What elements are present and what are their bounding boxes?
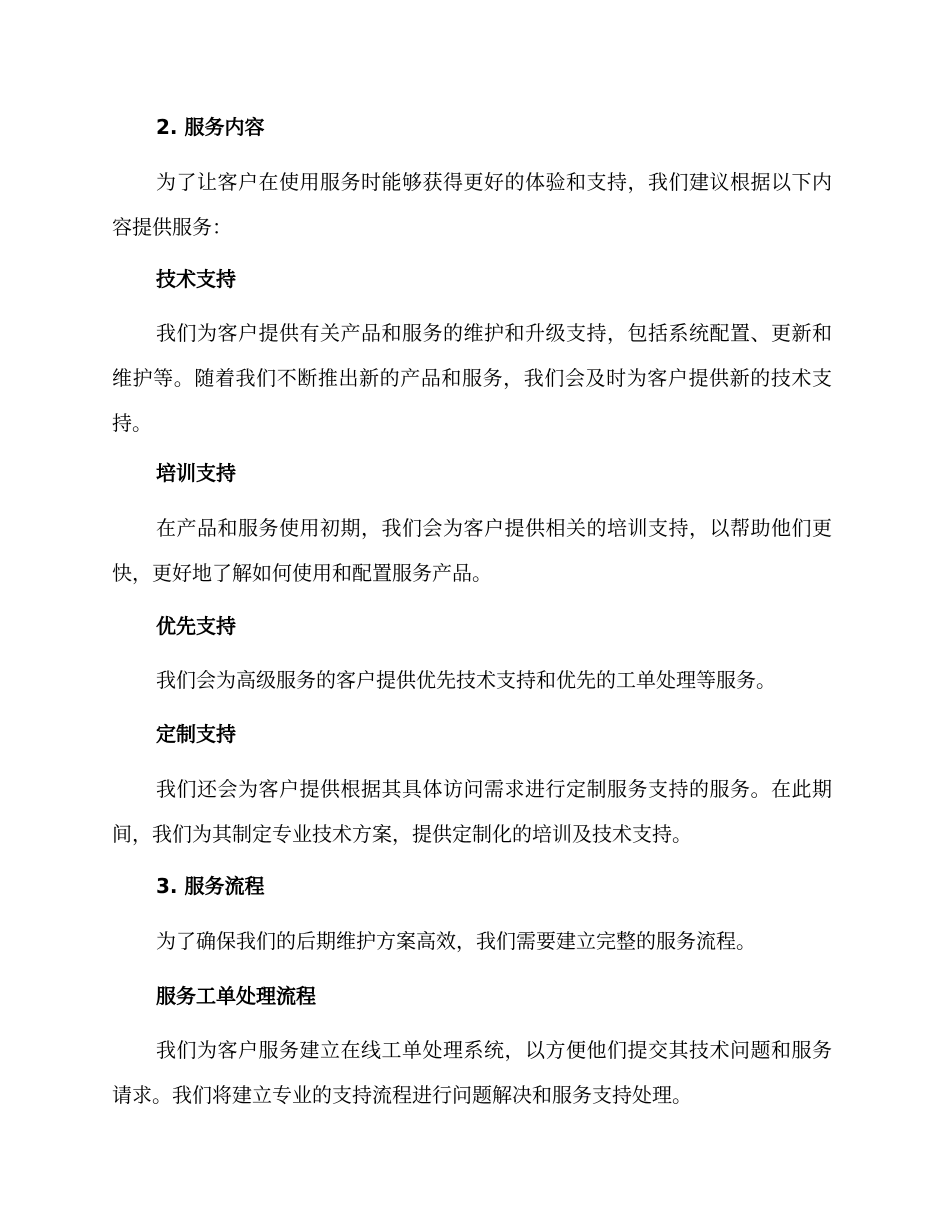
subheading-priority-support: 优先支持 xyxy=(156,614,236,638)
paragraph-technical-support: 我们为客户提供有关产品和服务的维护和升级支持，包括系统配置、更新和维护等。随着我们不断推出新的产品和服务，我们会及时为客户提供新的技术支持。 xyxy=(112,321,832,435)
paragraph-service-process-intro: 为了确保我们的后期维护方案高效，我们需要建立完整的服务流程。 xyxy=(156,929,756,953)
section-heading-service-process: 3. 服务流程 xyxy=(156,874,265,898)
subheading-training-support: 培训支持 xyxy=(156,461,236,485)
paragraph-priority-support: 我们会为高级服务的客户提供优先技术支持和优先的工单处理等服务。 xyxy=(156,668,776,692)
paragraph-service-intro: 为了让客户在使用服务时能够获得更好的体验和支持，我们建议根据以下内容提供服务： xyxy=(112,170,832,239)
paragraph-custom-support: 我们还会为客户提供根据其具体访问需求进行定制服务支持的服务。在此期间，我们为其制定专业技术方案，提供定制化的培训及技术支持。 xyxy=(112,777,832,846)
subheading-custom-support: 定制支持 xyxy=(156,722,236,746)
paragraph-training-support: 在产品和服务使用初期，我们会为客户提供相关的培训支持，以帮助他们更快，更好地了解如何使用和配置服务产品。 xyxy=(112,516,832,585)
subheading-ticket-process: 服务工单处理流程 xyxy=(156,984,316,1008)
paragraph-ticket-process: 我们为客户服务建立在线工单处理系统，以方便他们提交其技术问题和服务请求。我们将建立专业的支持流程进行问题解决和服务支持处理。 xyxy=(112,1038,832,1107)
section-heading-service-content: 2. 服务内容 xyxy=(156,115,265,139)
subheading-technical-support: 技术支持 xyxy=(156,267,236,291)
